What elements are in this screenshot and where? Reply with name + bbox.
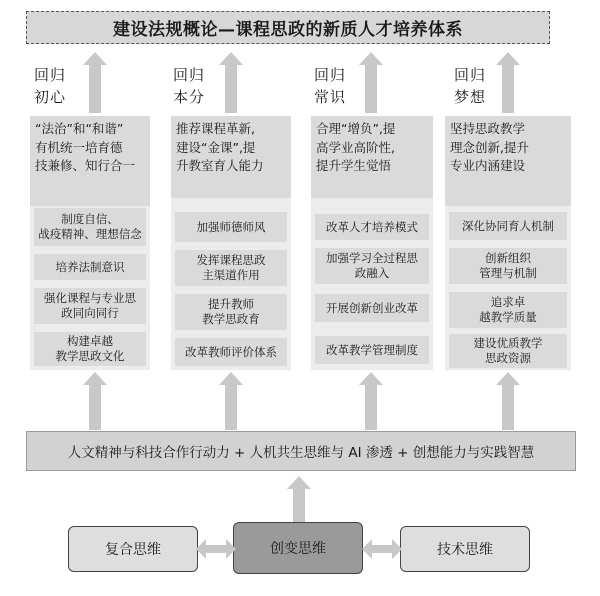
item-line: 建设优质教学: [473, 336, 543, 350]
double-arrow-right-icon: [362, 537, 402, 561]
summary-line: 推荐课程革新,: [176, 121, 255, 136]
column-3: [311, 116, 433, 370]
column-2-item-2: [175, 250, 287, 286]
item-line: 教学思政文化: [55, 349, 125, 363]
summary-line: 技兼修、知行合一: [35, 158, 136, 173]
page-title: 建设法规概论—课程思政的新质人才培养体系: [26, 11, 550, 44]
item-line: 深化协同育人机制: [462, 218, 554, 233]
tag-line: 回归: [454, 66, 487, 84]
item-line: 政同向同行: [61, 306, 119, 320]
item-line: 开展创新创业改革: [326, 300, 418, 315]
column-3-item-2: [315, 248, 429, 284]
column-1-item-1: [34, 208, 146, 246]
arrow-up-col3: [359, 52, 383, 113]
tag-line: 梦想: [454, 88, 487, 106]
thinking-right-box: 技术思维: [400, 526, 530, 572]
item-line: 强化课程与专业思: [44, 291, 136, 305]
summary-line: 提升学生觉悟: [316, 158, 392, 173]
capabilities-bar: 人文精神与科技合作行动力 + 人机共生思维与 AI 渗透 + 创想能力与实践智慧: [26, 431, 576, 471]
column-1-item-2: [34, 254, 146, 280]
column-4-item-3: [449, 292, 567, 328]
item-line: 政融入: [354, 266, 390, 280]
item-line: 发挥课程思政: [196, 253, 266, 267]
tag-col4: [454, 64, 486, 108]
column-4-item-1: [449, 212, 567, 240]
column-3-item-4: [315, 336, 429, 364]
double-arrow-left-icon: [196, 537, 236, 561]
summary-line: 坚持思政教学: [450, 121, 526, 136]
column-2-summary: [171, 116, 291, 198]
column-3-item-1: [315, 214, 429, 240]
column-2-item-1: [175, 212, 287, 242]
arrow-up-col1: [83, 52, 107, 113]
column-1-summary: [30, 116, 150, 206]
tag-line: 常识: [314, 88, 347, 106]
item-line: 构建卓越: [67, 334, 113, 348]
item-line: 越教学质量: [479, 310, 537, 324]
tag-line: 本分: [173, 88, 206, 106]
column-1-item-3: [34, 288, 146, 324]
item-line: 主渠道作用: [202, 268, 260, 282]
item-line: 改革教师评价体系: [185, 344, 277, 359]
summary-line: 理念创新,提升: [450, 139, 529, 155]
tag-line: 回归: [34, 66, 67, 84]
tag-line: 初心: [34, 88, 67, 106]
column-2-item-4: [175, 338, 287, 366]
tag-line: 回归: [173, 66, 206, 84]
summary-line: 专业内涵建设: [450, 158, 526, 173]
item-line: 追求卓: [490, 295, 526, 309]
arrow-up-bar-col1: [83, 372, 107, 430]
summary-line: 建设“金课”,提: [176, 139, 256, 155]
summary-line: 高学业高阶性,: [316, 139, 395, 155]
item-line: 创新组织: [485, 251, 531, 265]
item-line: 改革人才培养模式: [326, 219, 418, 234]
summary-line: 升教室育人能力: [176, 158, 264, 173]
item-line: 加强师德师风: [196, 219, 266, 234]
item-line: 教学思政育: [202, 312, 260, 326]
arrow-up-bar-col4: [496, 372, 520, 430]
summary-line: 有机统一培育德: [35, 139, 123, 155]
arrow-up-col2: [219, 52, 243, 113]
column-4: [445, 116, 571, 370]
item-line: 制度自信、: [61, 212, 119, 226]
column-4-item-2: [449, 248, 567, 284]
tag-col3: [314, 64, 346, 108]
column-3-item-3: [315, 294, 429, 322]
item-line: 战疫精神、理想信念: [38, 227, 142, 241]
column-3-summary: [311, 116, 433, 198]
tag-line: 回归: [314, 66, 347, 84]
summary-line: 合理“增负”,提: [316, 121, 396, 136]
column-4-summary: [445, 116, 571, 206]
arrow-up-bar-col2: [219, 372, 243, 430]
item-line: 管理与机制: [479, 266, 537, 280]
item-line: 改革教学管理制度: [326, 342, 418, 357]
item-line: 培养法制意识: [55, 259, 125, 274]
column-1: [30, 116, 150, 370]
item-line: 思政资源: [485, 351, 531, 365]
arrow-up-col4: [496, 52, 520, 113]
column-2: [171, 116, 291, 370]
item-line: 加强学习全过程思: [326, 251, 418, 265]
tag-col1: [34, 64, 66, 108]
thinking-center-box: 创变思维: [233, 522, 363, 574]
item-line: 提升教师: [208, 297, 254, 311]
column-2-item-3: [175, 294, 287, 330]
thinking-left-box: 复合思维: [68, 526, 198, 572]
column-4-item-4: [449, 334, 567, 368]
tag-col2: [173, 64, 205, 108]
summary-line: “法治”和“和谐”: [35, 121, 124, 136]
column-1-item-4: [34, 332, 146, 366]
arrow-up-bar-col3: [359, 372, 383, 430]
